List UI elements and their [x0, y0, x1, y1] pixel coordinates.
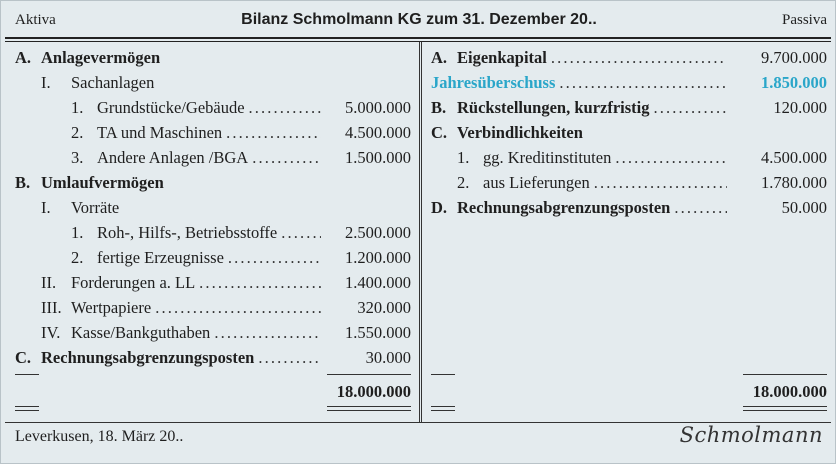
aktiva-double-line-a — [15, 406, 39, 407]
aktiva-total: 18.000.000 — [336, 382, 411, 401]
aktiva-item-text: Wertpapiere — [71, 298, 152, 317]
aktiva-row — [15, 297, 411, 322]
aktiva-row — [15, 122, 411, 147]
aktiva-item-label — [41, 47, 411, 69]
aktiva-item-value: 5.000.000 — [345, 98, 411, 117]
header-rule-thin — [5, 41, 831, 42]
aktiva-item-number: I. — [41, 198, 51, 217]
aktiva-item-label — [71, 197, 411, 219]
aktiva-item-number: A. — [15, 48, 32, 67]
passiva-row — [431, 147, 827, 172]
signature: Schmolmann — [679, 423, 823, 447]
balance-header — [1, 9, 836, 33]
leader-dots — [195, 272, 321, 294]
passiva-item-text: gg. Kreditinstituten — [483, 148, 612, 167]
leader-dots — [248, 147, 321, 169]
aktiva-item-label — [97, 147, 321, 169]
passiva-row — [431, 197, 827, 222]
place-date: Leverkusen, 18. März 20.. — [15, 428, 184, 445]
aktiva-item-value: 30.000 — [365, 348, 411, 367]
passiva-row — [431, 172, 827, 197]
leader-dots — [650, 97, 727, 119]
passiva-item-value: 9.700.000 — [761, 48, 827, 67]
passiva-item-value: 4.500.000 — [761, 148, 827, 167]
aktiva-total-double-b — [327, 410, 411, 411]
aktiva-item-text: Kasse/Bankguthaben — [71, 323, 211, 342]
leader-dots — [254, 347, 321, 369]
passiva-item-number: A. — [431, 48, 448, 67]
aktiva-item-text: TA und Maschinen — [97, 123, 223, 142]
passiva-item-number: 1. — [457, 148, 470, 167]
aktiva-item-value: 1.550.000 — [345, 323, 411, 342]
leader-dots — [590, 172, 727, 194]
leader-dots — [245, 97, 321, 119]
aktiva-item-text: Forderungen a. LL — [71, 273, 196, 292]
aktiva-item-number: III. — [41, 298, 62, 317]
passiva-item-number: 2. — [457, 173, 470, 192]
aktiva-item-text: Rechnungsabgrenzungsposten — [41, 348, 255, 367]
aktiva-item-label — [97, 97, 321, 119]
passiva-item-label — [457, 197, 727, 219]
aktiva-item-label — [97, 247, 321, 269]
aktiva-row — [15, 172, 411, 197]
aktiva-item-text: Umlaufvermögen — [41, 173, 164, 192]
aktiva-row — [15, 47, 411, 72]
passiva-item-text: Rückstellungen, kurzfristig — [457, 98, 650, 117]
aktiva-item-label — [41, 172, 411, 194]
aktiva-item-number: 2. — [71, 123, 84, 142]
aktiva-row — [15, 272, 411, 297]
aktiva-item-label — [41, 347, 321, 369]
passiva-item-text: aus Lieferungen — [483, 173, 590, 192]
aktiva-item-value: 320.000 — [357, 298, 411, 317]
aktiva-row — [15, 197, 411, 222]
leader-dots — [555, 72, 727, 94]
aktiva-item-label — [71, 72, 411, 94]
passiva-row — [431, 47, 827, 72]
aktiva-row — [15, 322, 411, 347]
aktiva-item-number: 3. — [71, 148, 84, 167]
passiva-total-double-b — [743, 410, 827, 411]
aktiva-item-text: Anlagevermögen — [41, 48, 161, 67]
passiva-row — [431, 122, 827, 147]
aktiva-label: Aktiva — [15, 12, 56, 28]
aktiva-item-text: Vorräte — [71, 198, 120, 217]
leader-dots — [224, 247, 321, 269]
aktiva-row — [15, 222, 411, 247]
passiva-double-line-b — [431, 410, 455, 411]
aktiva-item-label — [71, 272, 321, 294]
aktiva-closing-line — [15, 374, 39, 375]
passiva-item-number: D. — [431, 198, 448, 217]
passiva-item-value: 1.780.000 — [761, 173, 827, 192]
aktiva-item-number: IV. — [41, 323, 61, 342]
passiva-item-number: B. — [431, 98, 447, 117]
aktiva-item-label — [71, 297, 321, 319]
passiva-total-double-a — [743, 406, 827, 407]
header-rule — [5, 37, 831, 39]
aktiva-item-value: 1.400.000 — [345, 273, 411, 292]
aktiva-item-value: 1.200.000 — [345, 248, 411, 267]
passiva-label: Passiva — [782, 12, 827, 28]
passiva-subtotal-line — [743, 374, 827, 375]
aktiva-row — [15, 247, 411, 272]
aktiva-item-number: I. — [41, 73, 51, 92]
aktiva-subtotal-line — [327, 374, 411, 375]
passiva-double-line-a — [431, 406, 455, 407]
aktiva-row — [15, 347, 411, 372]
passiva-column — [431, 47, 827, 222]
passiva-item-value: 1.850.000 — [761, 73, 827, 92]
passiva-row — [431, 97, 827, 122]
passiva-row — [431, 72, 827, 97]
aktiva-item-label — [71, 322, 321, 344]
aktiva-item-number: 1. — [71, 223, 84, 242]
passiva-closing-line — [431, 374, 455, 375]
aktiva-item-text: Andere Anlagen /BGA — [97, 148, 249, 167]
aktiva-item-text: Sachanlagen — [71, 73, 155, 92]
balance-title: Bilanz Schmolmann KG zum 31. Dezember 20.. — [241, 11, 597, 28]
aktiva-item-value: 2.500.000 — [345, 223, 411, 242]
leader-dots — [547, 47, 727, 69]
passiva-item-label — [457, 47, 727, 69]
aktiva-item-text: Grundstücke/Gebäude — [97, 98, 245, 117]
passiva-item-label — [483, 147, 727, 169]
passiva-item-label — [457, 122, 827, 144]
passiva-item-label — [457, 97, 727, 119]
aktiva-row — [15, 97, 411, 122]
passiva-item-number: C. — [431, 123, 448, 142]
passiva-item-text: Verbindlichkeiten — [457, 123, 583, 142]
passiva-item-label — [431, 72, 727, 94]
aktiva-double-line-b — [15, 410, 39, 411]
aktiva-item-number: C. — [15, 348, 32, 367]
passiva-item-value: 120.000 — [773, 98, 827, 117]
passiva-item-text: Rechnungsabgrenzungsposten — [457, 198, 671, 217]
aktiva-total-double-a — [327, 406, 411, 407]
passiva-item-label — [483, 172, 727, 194]
aktiva-item-text: fertige Erzeugnisse — [97, 248, 224, 267]
aktiva-item-number: B. — [15, 173, 31, 192]
aktiva-row — [15, 72, 411, 97]
aktiva-column — [15, 47, 411, 372]
aktiva-item-number: 2. — [71, 248, 84, 267]
aktiva-item-value: 1.500.000 — [345, 148, 411, 167]
leader-dots — [277, 222, 321, 244]
aktiva-item-value: 4.500.000 — [345, 123, 411, 142]
aktiva-item-number: 1. — [71, 98, 84, 117]
leader-dots — [210, 322, 321, 344]
leader-dots — [611, 147, 727, 169]
passiva-item-value: 50.000 — [781, 198, 827, 217]
aktiva-row — [15, 147, 411, 172]
column-divider — [419, 42, 422, 422]
passiva-item-text: Eigenkapital — [457, 48, 547, 67]
aktiva-item-text: Roh-, Hilfs-, Betriebsstoffe — [97, 223, 278, 242]
aktiva-item-number: II. — [41, 273, 57, 292]
aktiva-item-label — [97, 122, 321, 144]
passiva-item-text: Jahresüberschuss — [431, 73, 556, 92]
aktiva-item-label — [97, 222, 321, 244]
leader-dots — [151, 297, 321, 319]
passiva-total: 18.000.000 — [752, 382, 827, 401]
leader-dots — [222, 122, 321, 144]
leader-dots — [670, 197, 727, 219]
